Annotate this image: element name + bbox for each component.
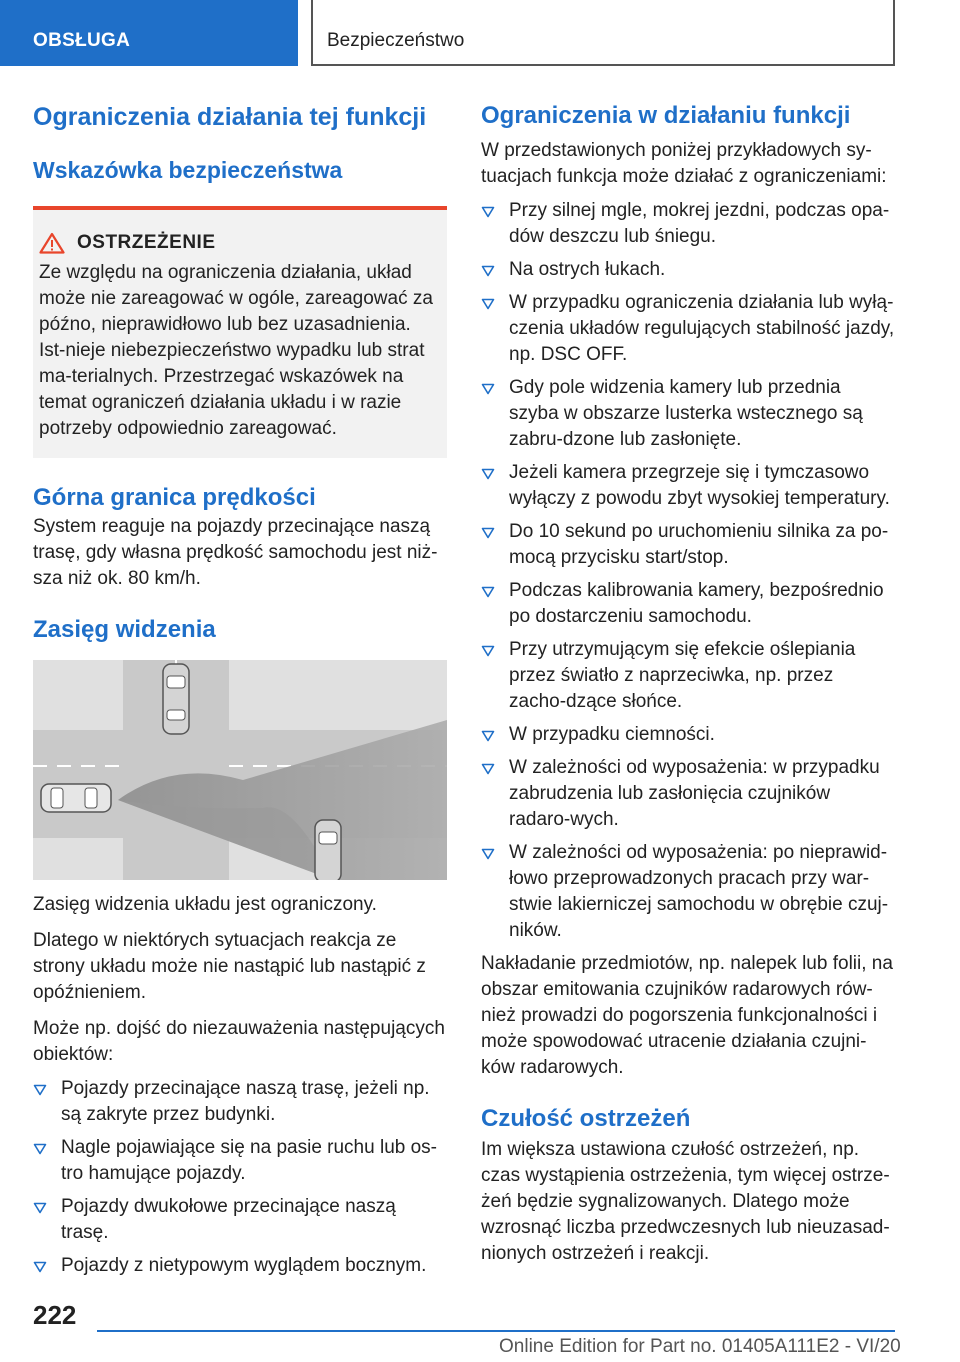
list-item: Na ostrych łukach. bbox=[481, 257, 895, 283]
range-text-3: Może np. dojść do niezauważenia następujących obiektów: bbox=[33, 1018, 445, 1065]
car-top bbox=[163, 664, 189, 734]
bullet-triangle-icon bbox=[33, 1084, 47, 1096]
limits-outro: Nakładanie przedmiotów, np. nalepek lub folii, na obszar emitowania czujników radarowych rów-nież prowadzi do pogorszenia funkcjonalności i może spowodować utracenie działania czujni-ków radarowych. bbox=[481, 953, 893, 1078]
sensitivity-heading: Czułość ostrzeżeń bbox=[481, 1105, 691, 1132]
bullet-triangle-icon bbox=[481, 298, 495, 310]
bullet-triangle-icon bbox=[481, 645, 495, 657]
car-left bbox=[41, 784, 111, 812]
list-item: Gdy pole widzenia kamery lub przednia szyba w obszarze lusterka wstecznego są zabru-dzone lub zasłonięte. bbox=[481, 375, 895, 453]
list-item: Przy silnej mgle, mokrej jezdni, podczas opa-dów deszczu lub śniegu. bbox=[481, 198, 895, 250]
page-header bbox=[0, 0, 960, 66]
page-number: 222 bbox=[33, 1300, 77, 1330]
bullet-triangle-icon bbox=[481, 730, 495, 742]
warning-triangle-icon bbox=[39, 232, 65, 254]
bullet-triangle-icon bbox=[33, 1202, 47, 1214]
footer-divider bbox=[97, 1330, 895, 1332]
list-item: W przypadku ciemności. bbox=[481, 722, 895, 748]
list-item: Do 10 sekund po uruchomieniu silnika za po-mocą przycisku start/stop. bbox=[481, 519, 895, 571]
right-column bbox=[481, 100, 895, 1267]
section-tab bbox=[0, 0, 298, 66]
list-item: W zależności od wyposażenia: po nieprawid-łowo przeprowadzonych pracach przy war-stwie lakierniczej samochodu w obrębie czuj-ników. bbox=[481, 840, 895, 944]
section-label: OBSŁUGA bbox=[33, 30, 131, 51]
warning-label: OSTRZEŻENIE bbox=[77, 232, 216, 253]
list-item: Przy utrzymującym się efekcie oślepiania przez światło z naprzeciwka, np. przez zacho-dzące słońce. bbox=[481, 637, 895, 715]
warning-text: Ze względu na ograniczenia działania, układ może nie zareagować w ogóle, zareagować za późno, nieprawidłowo lub bez uzasadnienia. Ist-nieje niebezpieczeństwo wypadku lub strat ma-terialnych. Przestrzegać wskazówek na temat ograniczeń działania układu i w razie potrzeby odpowiednio zareagować. bbox=[39, 262, 433, 439]
limits-intro: W przedstawionych poniżej przykładowych sy-tuacjach funkcja może działać z ograniczeniami: bbox=[481, 140, 887, 187]
limits-heading: Ograniczenia w działaniu funkcji bbox=[481, 102, 851, 129]
list-item: Pojazdy dwukołowe przecinające naszą trasę. bbox=[33, 1194, 447, 1246]
list-item: Podczas kalibrowania kamery, bezpośrednio po dostarczeniu samochodu. bbox=[481, 578, 895, 630]
bullet-triangle-icon bbox=[33, 1261, 47, 1273]
list-item: Nagle pojawiające się na pasie ruchu lub os-tro hamujące pojazdy. bbox=[33, 1135, 447, 1187]
range-text-1: Zasięg widzenia układu jest ograniczony. bbox=[33, 894, 377, 915]
warning-box bbox=[33, 206, 447, 458]
bullet-triangle-icon bbox=[481, 848, 495, 860]
list-item: Pojazdy z nietypowym wyglądem bocznym. bbox=[33, 1253, 447, 1279]
bullet-triangle-icon bbox=[481, 383, 495, 395]
bullet-triangle-icon bbox=[481, 206, 495, 218]
list-item: Pojazdy przecinające naszą trasę, jeżeli np. są zakryte przez budynki. bbox=[33, 1076, 447, 1128]
limits-list bbox=[481, 198, 895, 944]
bullet-triangle-icon bbox=[481, 468, 495, 480]
range-illustration bbox=[33, 660, 447, 880]
car-bottom bbox=[315, 820, 341, 880]
bullet-triangle-icon bbox=[481, 586, 495, 598]
bullet-triangle-icon bbox=[33, 1143, 47, 1155]
list-item: W zależności od wyposażenia: w przypadku zabrudzenia lub zasłonięcia czujników radaro-wych. bbox=[481, 755, 895, 833]
list-item: W przypadku ograniczenia działania lub wyłą-czenia układów regulujących stabilność jazdy, np. DSC OFF. bbox=[481, 290, 895, 368]
bullet-triangle-icon bbox=[481, 763, 495, 775]
page-title: Ograniczenia działania tej funkcji bbox=[33, 103, 427, 131]
range-text-2: Dlatego w niektórych sytuacjach reakcja ze strony układu może nie nastąpić lub nastąpić z opóźnieniem. bbox=[33, 930, 426, 1003]
speed-heading: Górna granica prędkości bbox=[33, 484, 316, 511]
safety-heading: Wskazówka bezpieczeństwa bbox=[33, 157, 343, 183]
list-item: Jeżeli kamera przegrzeje się i tymczasowo wyłączy z powodu zbyt wysokiej temperatury. bbox=[481, 460, 895, 512]
range-list bbox=[33, 1076, 447, 1279]
edition-text: Online Edition for Part no. 01405A111E2 - VI/20 bbox=[499, 1336, 901, 1357]
bullet-triangle-icon bbox=[481, 265, 495, 277]
range-heading: Zasięg widzenia bbox=[33, 616, 216, 643]
sensitivity-text: Im większa ustawiona czułość ostrzeżeń, np. czas wystąpienia ostrzeżenia, tym więcej ostrze-żeń będzie sygnalizowanych. Dlatego może wzrosnąć liczba przedwczesnych lub nieuzasad-nionych ostrzeżeń i reakcji. bbox=[481, 1139, 890, 1264]
left-column bbox=[33, 100, 447, 1286]
subsection-label: Bezpieczeństwo bbox=[327, 30, 465, 51]
speed-text: System reaguje na pojazdy przecinające naszą trasę, gdy własna prędkość samochodu jest niż-sza niż ok. 80 km/h. bbox=[33, 516, 438, 589]
bullet-triangle-icon bbox=[481, 527, 495, 539]
subsection-box bbox=[311, 0, 895, 66]
